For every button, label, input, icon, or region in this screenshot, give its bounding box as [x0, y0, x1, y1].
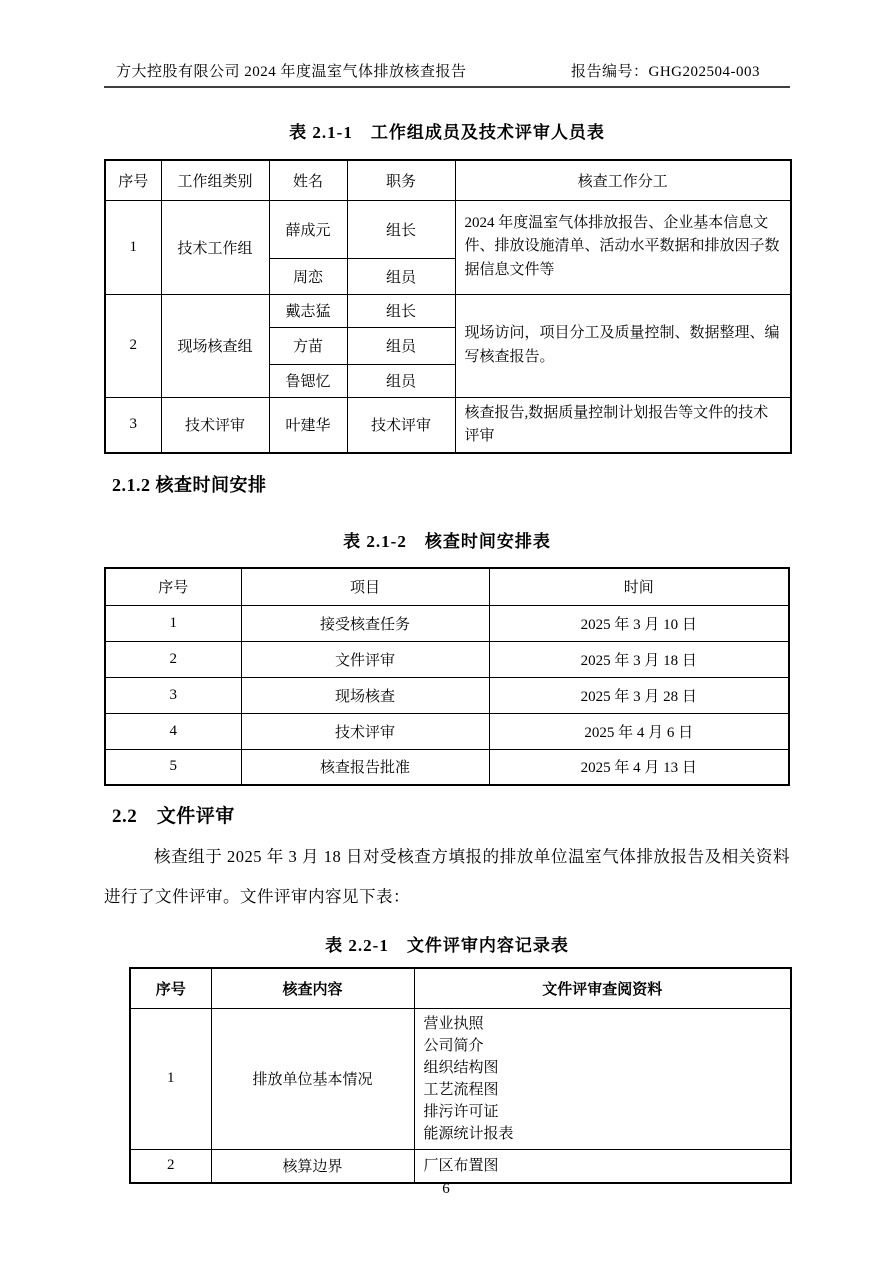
material-item: 营业执照: [423, 1015, 484, 1032]
column-header: 核查内容: [211, 968, 414, 1008]
page-number: 6: [442, 1181, 450, 1197]
table-2-1-2-title: 表 2.1-2 核查时间安排表: [343, 532, 551, 551]
row-no: 4: [105, 713, 241, 749]
material-item: 厂区布置图: [423, 1157, 499, 1174]
member-role: 组长: [347, 294, 455, 327]
table-row: [105, 200, 791, 258]
table-row: [105, 641, 789, 677]
table-header-row: [105, 568, 789, 605]
row-no: 1: [105, 605, 241, 641]
table-row: [105, 605, 789, 641]
column-header: 序号: [105, 568, 241, 605]
column-header: 职务: [347, 160, 455, 200]
table-header-row: [105, 160, 791, 200]
group-no: 2: [105, 294, 161, 397]
row-time: 2025 年 3 月 18 日: [489, 641, 789, 677]
report-number: 报告编号：GHG202504-003: [571, 64, 760, 80]
group-no: 3: [105, 397, 161, 453]
member-name: 戴志猛: [269, 294, 347, 327]
material-item: 能源统计报表: [423, 1125, 514, 1142]
running-header: [104, 60, 790, 88]
section-heading-2-1-2: 2.1.2 核查时间安排: [112, 475, 267, 495]
table-row: [105, 677, 789, 713]
group-type: 现场核查组: [161, 294, 269, 397]
member-role: 组员: [347, 258, 455, 294]
material-item: 组织结构图: [423, 1059, 499, 1076]
member-role: 组长: [347, 200, 455, 258]
table-header-row: [130, 968, 791, 1008]
group-duty: 核查报告,数据质量控制计划报告等文件的技术评审: [455, 397, 791, 453]
table-2-1-2: [104, 567, 790, 786]
table-row: [105, 713, 789, 749]
row-item: 技术评审: [241, 713, 489, 749]
row-item: 现场核查: [241, 677, 489, 713]
group-type: 技术评审: [161, 397, 269, 453]
table-row: [105, 749, 789, 785]
member-name: 周恋: [269, 258, 347, 294]
table-2-2-1-title: 表 2.2-1 文件评审内容记录表: [325, 936, 569, 955]
group-type: 技术工作组: [161, 200, 269, 294]
row-item: 文件评审: [241, 641, 489, 677]
row-no: 5: [105, 749, 241, 785]
column-header: 序号: [130, 968, 211, 1008]
material-item: 公司简介: [423, 1037, 484, 1054]
member-name: 薛成元: [269, 200, 347, 258]
section-heading-2-2: 2.2 文件评审: [112, 806, 235, 827]
row-no: 3: [105, 677, 241, 713]
row-time: 2025 年 3 月 10 日: [489, 605, 789, 641]
report-title: 方大控股有限公司 2024 年度温室气体排放核查报告: [116, 64, 467, 80]
column-header: 序号: [105, 160, 161, 200]
table-row: [130, 1149, 791, 1183]
material-item: 排污许可证: [423, 1103, 499, 1120]
group-duty: 2024 年度温室气体排放报告、企业基本信息文件、排放设施清单、活动水平数据和排放因子数据信息文件等: [455, 200, 791, 294]
row-item: 核查报告批准: [241, 749, 489, 785]
member-role: 组员: [347, 327, 455, 364]
row-content: 排放单位基本情况: [211, 1008, 414, 1149]
member-role: 技术评审: [347, 397, 455, 453]
column-header: 核查工作分工: [455, 160, 791, 200]
group-duty: 现场访问，项目分工及质量控制、数据整理、编写核查报告。: [455, 294, 791, 397]
member-role: 组员: [347, 364, 455, 397]
column-header: 项目: [241, 568, 489, 605]
row-item: 接受核查任务: [241, 605, 489, 641]
member-name: 叶建华: [269, 397, 347, 453]
column-header: 工作组类别: [161, 160, 269, 200]
row-time: 2025 年 4 月 13 日: [489, 749, 789, 785]
table-2-2-1: [129, 967, 792, 1184]
row-no: 1: [130, 1008, 211, 1149]
member-name: 方苗: [269, 327, 347, 364]
table-row: [105, 294, 791, 327]
group-no: 1: [105, 200, 161, 294]
column-header: 姓名: [269, 160, 347, 200]
column-header: 文件评审查阅资料: [414, 968, 791, 1008]
table-2-1-1: [104, 159, 792, 454]
row-no: 2: [105, 641, 241, 677]
row-materials: [414, 1008, 791, 1149]
table-2-1-1-title: 表 2.1-1 工作组成员及技术评审人员表: [289, 123, 605, 142]
section-2-2-paragraph: 核查组于 2025 年 3 月 18 日对受核查方填报的排放单位温室气体排放报告及相关资料进行了文件评审。文件评审内容见下表：: [104, 847, 790, 906]
row-materials: [414, 1149, 791, 1183]
column-header: 时间: [489, 568, 789, 605]
material-item: 工艺流程图: [423, 1081, 499, 1098]
row-no: 2: [130, 1149, 211, 1183]
table-row: [105, 397, 791, 453]
row-time: 2025 年 4 月 6 日: [489, 713, 789, 749]
row-content: 核算边界: [211, 1149, 414, 1183]
member-name: 鲁锶忆: [269, 364, 347, 397]
table-row: [130, 1008, 791, 1149]
row-time: 2025 年 3 月 28 日: [489, 677, 789, 713]
